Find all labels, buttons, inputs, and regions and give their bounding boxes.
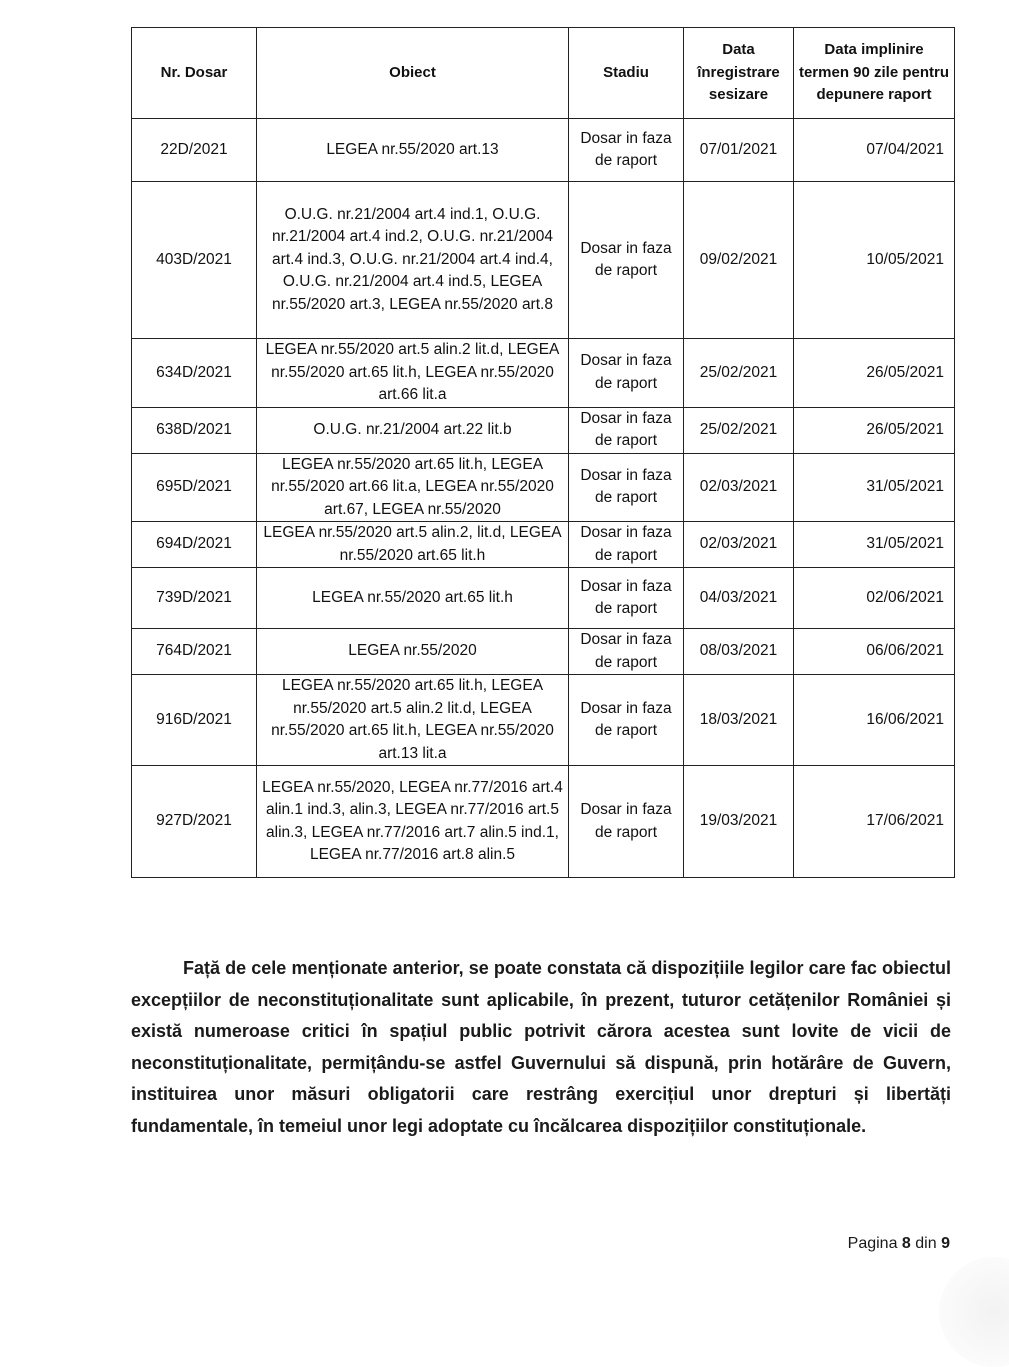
cell-stadiu: Dosar in faza de raport [569, 675, 684, 766]
table-row [132, 766, 955, 878]
cell-stadiu: Dosar in faza de raport [569, 629, 684, 675]
header-stadiu: Stadiu [569, 28, 684, 119]
cell-obiect: LEGEA nr.55/2020 art.13 [257, 119, 569, 182]
cell-nr-dosar: 764D/2021 [132, 629, 257, 675]
cell-stadiu: Dosar in faza de raport [569, 407, 684, 453]
cell-data-inregistrare: 02/03/2021 [684, 522, 794, 568]
table-row [132, 629, 955, 675]
cell-stadiu: Dosar in faza de raport [569, 119, 684, 182]
cell-nr-dosar: 22D/2021 [132, 119, 257, 182]
cell-obiect: LEGEA nr.55/2020 art.65 lit.h [257, 568, 569, 629]
cell-data-implinire: 10/05/2021 [794, 182, 955, 339]
table-row [132, 675, 955, 766]
header-nr-dosar: Nr. Dosar [132, 28, 257, 119]
page-current: 8 [901, 1235, 911, 1252]
body-paragraph: Față de cele menționate anterior, se poate constata că dispozițiile legilor care fac obiectul excepțiilor de neconstituționalitate sunt aplicabile, în prezent, tuturor cetățenilor României și există numeroase critici în spațiul public potrivit cărora acestea sunt lovite de vicii de neconstituționalitate, permițându-se astfel Guvernului să dispună, prin hotărâre de Guvern, instituirea unor măsuri obligatorii care restrâng exercițiul unor drepturi și libertăți fundamentale, în temeiul unor legi adoptate cu încălcarea dispozițiilor constituționale. [131, 958, 951, 1136]
cell-data-implinire: 31/05/2021 [794, 453, 955, 522]
page-number [800, 1235, 950, 1253]
cell-data-implinire: 06/06/2021 [794, 629, 955, 675]
page-curl-shadow [939, 1257, 1009, 1367]
header-obiect: Obiect [257, 28, 569, 119]
cell-nr-dosar: 403D/2021 [132, 182, 257, 339]
page-label: Pagina [847, 1235, 898, 1252]
cell-obiect: LEGEA nr.55/2020 art.65 lit.h, LEGEA nr.55/2020 art.66 lit.a, LEGEA nr.55/2020 art.67, LEGEA nr.55/2020 [257, 453, 569, 522]
table-row [132, 522, 955, 568]
header-data-inregistrare: Data înregistrare sesizare [684, 28, 794, 119]
cell-obiect: O.U.G. nr.21/2004 art.22 lit.b [257, 407, 569, 453]
cell-data-implinire: 26/05/2021 [794, 407, 955, 453]
cell-obiect: LEGEA nr.55/2020 art.5 alin.2 lit.d, LEGEA nr.55/2020 art.65 lit.h, LEGEA nr.55/2020 art.66 lit.a [257, 339, 569, 408]
table-row [132, 339, 955, 408]
table-row [132, 568, 955, 629]
cell-stadiu: Dosar in faza de raport [569, 453, 684, 522]
table-row [132, 119, 955, 182]
cell-data-inregistrare: 25/02/2021 [684, 407, 794, 453]
cell-stadiu: Dosar in faza de raport [569, 182, 684, 339]
cell-data-implinire: 16/06/2021 [794, 675, 955, 766]
cell-data-implinire: 02/06/2021 [794, 568, 955, 629]
cell-obiect: O.U.G. nr.21/2004 art.4 ind.1, O.U.G. nr.21/2004 art.4 ind.2, O.U.G. nr.21/2004 art.4 ind.3, O.U.G. nr.21/2004 art.4 ind.4, O.U.G. nr.21/2004 art.4 ind.5, LEGEA nr.55/2020 art.3, LEGEA nr.55/2020 art.8 [257, 182, 569, 339]
cell-data-inregistrare: 19/03/2021 [684, 766, 794, 878]
cell-nr-dosar: 694D/2021 [132, 522, 257, 568]
page-total: 9 [941, 1235, 950, 1252]
cell-data-inregistrare: 18/03/2021 [684, 675, 794, 766]
cell-data-inregistrare: 09/02/2021 [684, 182, 794, 339]
cell-nr-dosar: 739D/2021 [132, 568, 257, 629]
cell-nr-dosar: 916D/2021 [132, 675, 257, 766]
cell-obiect: LEGEA nr.55/2020 [257, 629, 569, 675]
cell-obiect: LEGEA nr.55/2020, LEGEA nr.77/2016 art.4 alin.1 ind.3, alin.3, LEGEA nr.77/2016 art.5 alin.3, LEGEA nr.77/2016 art.7 alin.5 ind.1, LEGEA nr.77/2016 art.8 alin.5 [257, 766, 569, 878]
table-header-row [132, 28, 955, 119]
cell-stadiu: Dosar in faza de raport [569, 339, 684, 408]
cell-data-inregistrare: 04/03/2021 [684, 568, 794, 629]
cell-data-implinire: 31/05/2021 [794, 522, 955, 568]
cell-obiect: LEGEA nr.55/2020 art.5 alin.2, lit.d, LEGEA nr.55/2020 art.65 lit.h [257, 522, 569, 568]
page-of: din [915, 1235, 937, 1252]
cell-data-inregistrare: 02/03/2021 [684, 453, 794, 522]
cell-data-implinire: 17/06/2021 [794, 766, 955, 878]
cell-data-inregistrare: 25/02/2021 [684, 339, 794, 408]
table-row [132, 453, 955, 522]
cell-nr-dosar: 927D/2021 [132, 766, 257, 878]
cell-stadiu: Dosar in faza de raport [569, 766, 684, 878]
table-row [132, 182, 955, 339]
dosare-table [131, 27, 955, 878]
cell-nr-dosar: 634D/2021 [132, 339, 257, 408]
cell-data-implinire: 07/04/2021 [794, 119, 955, 182]
cell-stadiu: Dosar in faza de raport [569, 568, 684, 629]
cell-obiect: LEGEA nr.55/2020 art.65 lit.h, LEGEA nr.55/2020 art.5 alin.2 lit.d, LEGEA nr.55/2020 art.65 lit.h, LEGEA nr.55/2020 art.13 lit.a [257, 675, 569, 766]
cell-nr-dosar: 638D/2021 [132, 407, 257, 453]
cell-nr-dosar: 695D/2021 [132, 453, 257, 522]
header-data-implinire: Data implinire termen 90 zile pentru depunere raport [794, 28, 955, 119]
cell-data-implinire: 26/05/2021 [794, 339, 955, 408]
cell-data-inregistrare: 07/01/2021 [684, 119, 794, 182]
cell-data-inregistrare: 08/03/2021 [684, 629, 794, 675]
table-row [132, 407, 955, 453]
cell-stadiu: Dosar in faza de raport [569, 522, 684, 568]
